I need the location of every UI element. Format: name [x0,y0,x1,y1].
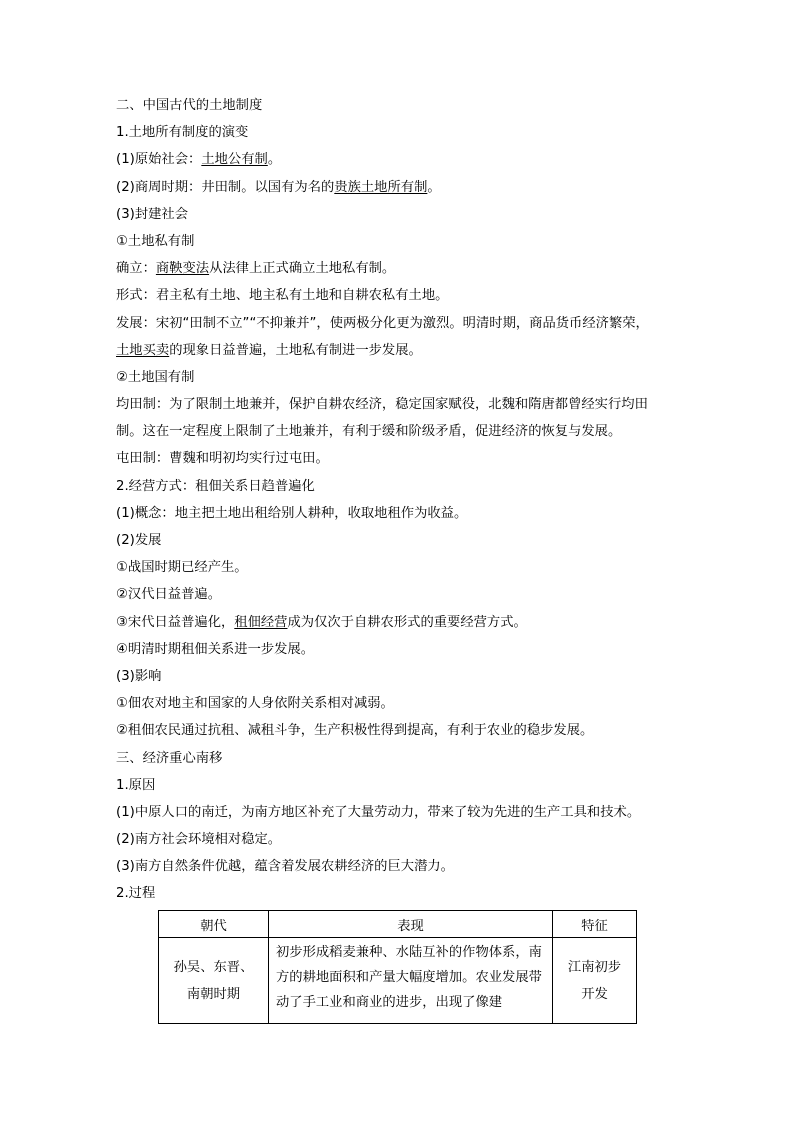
text-segment: 。 [427,179,441,195]
text-line: (3)南方自然条件优越，蕴含着发展农耕经济的巨大潜力。 [116,859,454,875]
text-line: (2)南方社会环境相对稳定。 [116,832,282,848]
feature-line: 江南初步 [567,959,622,975]
dynasty-cell [159,938,269,1024]
text-line: ①战国时期已经产生。 [116,560,248,576]
underlined-term: 商鞅变法 [155,261,210,277]
text-line: (1)中原人口的南迁，为南方地区补充了大量劳动力，带来了较为先进的生产工具和技术。 [116,804,641,820]
feature-line: 开发 [581,986,608,1002]
text-line: (3)封建社会 [116,206,189,222]
text-line: 1.原因 [116,777,156,793]
text-line: 2.经营方式：租佃关系日趋普遍化 [116,478,315,494]
text-line: ②租佃农民通过抗租、减租斗争，生产积极性得到提高，有利于农业的稳步发展。 [116,723,594,739]
text-segment: (1)原始社会： [116,152,202,168]
text-line: 形式：君主私有土地、地主私有土地和自耕农私有土地。 [116,288,449,304]
document-body [116,96,682,912]
text-line: (2)发展 [116,533,162,548]
text-segment: ③宋代日益普遍化， [116,614,235,630]
text-line: ①土地私有制 [116,233,195,249]
text-segment: 确立： [116,261,156,277]
text-line: (1)概念：地主把土地出租给别人耕种，收取地租作为收益。 [116,505,468,521]
text-line: 三、经济重心南移 [116,750,223,766]
text-line: (3)影响 [116,668,162,684]
text-segment: 的现象日益普遍，土地私有制进一步发展。 [169,342,422,358]
process-table [158,910,637,1024]
underlined-term: 租佃经营 [234,614,288,630]
underlined-term: 土地公有制 [201,152,268,168]
underlined-term: 贵族土地所有制 [334,179,428,195]
table-header-row [159,911,637,938]
text-line: 屯田制：曹魏和明初均实行过屯田。 [116,451,329,467]
text-segment: 成为仅次于自耕农形式的重要经营方式。 [287,614,527,630]
text-segment: 从法律上正式确立土地私有制。 [209,261,396,277]
text-segment: (2)商周时期：井田制。以国有为名的 [116,179,335,195]
performance-cell [269,938,553,1024]
text-line: 1.土地所有制度的演变 [116,125,249,141]
feature-cell [553,938,637,1024]
text-segment: 。 [267,152,282,168]
text-line: 二、中国古代的土地制度 [116,98,263,113]
text-line: ②土地国有制 [116,369,195,385]
text-line: ①佃农对地主和国家的人身依附关系相对减弱。 [116,696,394,712]
text-line [116,178,682,205]
dynasty-line: 孙吴、东晋、 [173,959,254,975]
column-header-performance: 表现 [269,911,553,938]
dynasty-line: 南朝时期 [186,986,241,1002]
text-line: 制。这在一定程度上限制了土地兼并，有利于缓和阶级矛盾，促进经济的恢复与发展。 [116,424,622,440]
text-line [116,259,682,286]
text-line [116,341,682,368]
text-line: 2.过程 [116,886,156,902]
text-line: ④明清时期租佃关系进一步发展。 [116,641,315,657]
text-line: ②汉代日益普遍。 [116,587,221,603]
underlined-term: 土地买卖 [116,342,170,358]
text-line: 发展：宋初“田制不立”“不抑兼并”，使两极分化更为激烈。明清时期，商品货币经济繁荣， [116,315,649,331]
table-row [159,938,637,1024]
text-line [116,150,682,177]
text-line: 均田制：为了限制土地兼并，保护自耕农经济，稳定国家赋役，北魏和隋唐都曾经实行均田 [116,397,648,413]
text-line [116,613,682,640]
column-header-feature: 特征 [553,911,637,938]
performance-text: 初步形成稻麦兼种、水陆互补的作物体系，南方的耕地面积和产量大幅度增加。农业发展带动了手工业和商业的进步，出现了像建 [276,945,542,1010]
column-header-dynasty: 朝代 [159,911,269,938]
